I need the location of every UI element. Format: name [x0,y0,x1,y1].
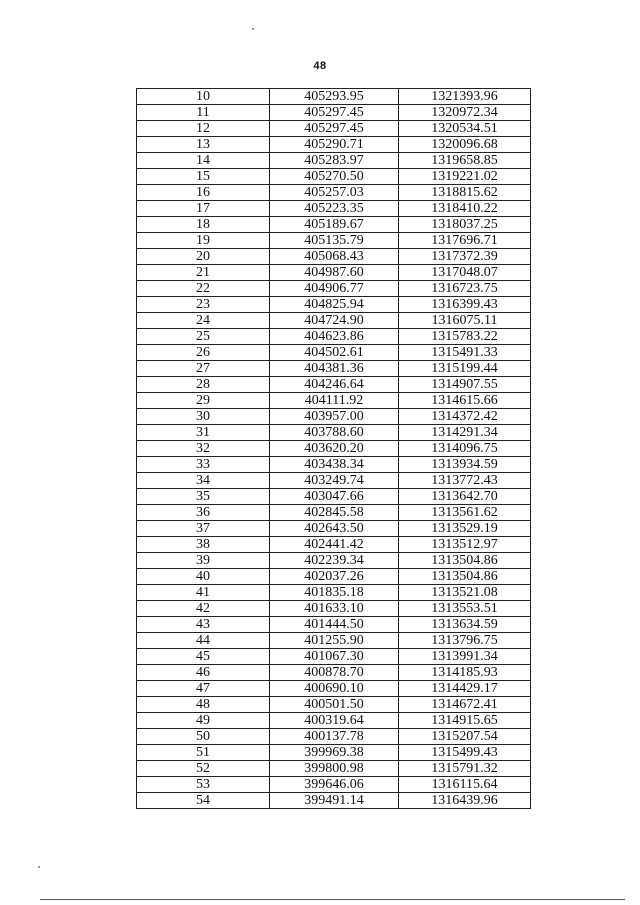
point-number-cell: 26 [137,345,270,361]
y-coordinate-cell: 1313504.86 [399,569,531,585]
point-number-cell: 17 [137,201,270,217]
x-coordinate-cell: 405068.43 [270,249,399,265]
x-coordinate-cell: 399491.14 [270,793,399,809]
x-coordinate-cell: 405270.50 [270,169,399,185]
point-number-cell: 20 [137,249,270,265]
point-number-cell: 40 [137,569,270,585]
point-number-cell: 12 [137,121,270,137]
table-row [137,441,531,457]
y-coordinate-cell: 1319221.02 [399,169,531,185]
x-coordinate-cell: 401067.30 [270,649,399,665]
y-coordinate-cell: 1313934.59 [399,457,531,473]
point-number-cell: 49 [137,713,270,729]
y-coordinate-cell: 1315207.54 [399,729,531,745]
y-coordinate-cell: 1318410.22 [399,201,531,217]
point-number-cell: 50 [137,729,270,745]
point-number-cell: 54 [137,793,270,809]
table-row [137,793,531,809]
table-row [137,633,531,649]
point-number-cell: 14 [137,153,270,169]
x-coordinate-cell: 404623.86 [270,329,399,345]
y-coordinate-cell: 1320972.34 [399,105,531,121]
table-row [137,649,531,665]
table-row [137,105,531,121]
point-number-cell: 46 [137,665,270,681]
table-row [137,249,531,265]
y-coordinate-cell: 1314672.41 [399,697,531,713]
table-row [137,585,531,601]
point-number-cell: 27 [137,361,270,377]
point-number-cell: 15 [137,169,270,185]
point-number-cell: 31 [137,425,270,441]
y-coordinate-cell: 1313991.34 [399,649,531,665]
x-coordinate-cell: 403957.00 [270,409,399,425]
y-coordinate-cell: 1313512.97 [399,537,531,553]
table-row [137,697,531,713]
y-coordinate-cell: 1317372.39 [399,249,531,265]
x-coordinate-cell: 403047.66 [270,489,399,505]
table-row [137,201,531,217]
point-number-cell: 37 [137,521,270,537]
x-coordinate-cell: 402239.34 [270,553,399,569]
y-coordinate-cell: 1315791.32 [399,761,531,777]
table-row [137,745,531,761]
y-coordinate-cell: 1314615.66 [399,393,531,409]
y-coordinate-cell: 1313772.43 [399,473,531,489]
table-row [137,681,531,697]
coordinates-table [136,88,531,809]
point-number-cell: 52 [137,761,270,777]
y-coordinate-cell: 1315783.22 [399,329,531,345]
table-row [137,89,531,105]
point-number-cell: 35 [137,489,270,505]
table-row [137,313,531,329]
point-number-cell: 22 [137,281,270,297]
y-coordinate-cell: 1317048.07 [399,265,531,281]
y-coordinate-cell: 1315491.33 [399,345,531,361]
x-coordinate-cell: 400501.50 [270,697,399,713]
y-coordinate-cell: 1319658.85 [399,153,531,169]
y-coordinate-cell: 1313521.08 [399,585,531,601]
x-coordinate-cell: 405293.95 [270,89,399,105]
x-coordinate-cell: 401835.18 [270,585,399,601]
point-number-cell: 25 [137,329,270,345]
point-number-cell: 36 [137,505,270,521]
table-row [137,121,531,137]
coordinates-table-body [137,89,531,809]
point-number-cell: 13 [137,137,270,153]
x-coordinate-cell: 405223.35 [270,201,399,217]
table-row [137,473,531,489]
table-row [137,281,531,297]
table-row [137,297,531,313]
table-row [137,393,531,409]
x-coordinate-cell: 402845.58 [270,505,399,521]
table-row [137,361,531,377]
y-coordinate-cell: 1318037.25 [399,217,531,233]
point-number-cell: 48 [137,697,270,713]
point-number-cell: 39 [137,553,270,569]
x-coordinate-cell: 400319.64 [270,713,399,729]
y-coordinate-cell: 1313504.86 [399,553,531,569]
bottom-divider [40,899,625,900]
point-number-cell: 29 [137,393,270,409]
y-coordinate-cell: 1315499.43 [399,745,531,761]
point-number-cell: 53 [137,777,270,793]
point-number-cell: 19 [137,233,270,249]
table-row [137,521,531,537]
y-coordinate-cell: 1313529.19 [399,521,531,537]
y-coordinate-cell: 1316115.64 [399,777,531,793]
table-row [137,537,531,553]
scan-speck [252,28,254,30]
page-number: 48 [313,60,327,72]
y-coordinate-cell: 1318815.62 [399,185,531,201]
y-coordinate-cell: 1320534.51 [399,121,531,137]
table-row [137,153,531,169]
point-number-cell: 18 [137,217,270,233]
table-row [137,505,531,521]
x-coordinate-cell: 401444.50 [270,617,399,633]
x-coordinate-cell: 405189.67 [270,217,399,233]
x-coordinate-cell: 400878.70 [270,665,399,681]
table-row [137,345,531,361]
table-row [137,665,531,681]
table-row [137,409,531,425]
point-number-cell: 47 [137,681,270,697]
table-row [137,553,531,569]
table-row [137,713,531,729]
y-coordinate-cell: 1313634.59 [399,617,531,633]
y-coordinate-cell: 1313553.51 [399,601,531,617]
point-number-cell: 34 [137,473,270,489]
y-coordinate-cell: 1314096.75 [399,441,531,457]
point-number-cell: 42 [137,601,270,617]
table-row [137,377,531,393]
x-coordinate-cell: 405290.71 [270,137,399,153]
point-number-cell: 30 [137,409,270,425]
x-coordinate-cell: 399646.06 [270,777,399,793]
point-number-cell: 45 [137,649,270,665]
point-number-cell: 43 [137,617,270,633]
x-coordinate-cell: 404111.92 [270,393,399,409]
y-coordinate-cell: 1316439.96 [399,793,531,809]
point-number-cell: 23 [137,297,270,313]
point-number-cell: 32 [137,441,270,457]
x-coordinate-cell: 402037.26 [270,569,399,585]
y-coordinate-cell: 1314185.93 [399,665,531,681]
point-number-cell: 38 [137,537,270,553]
y-coordinate-cell: 1321393.96 [399,89,531,105]
x-coordinate-cell: 399969.38 [270,745,399,761]
y-coordinate-cell: 1317696.71 [399,233,531,249]
y-coordinate-cell: 1314372.42 [399,409,531,425]
y-coordinate-cell: 1313642.70 [399,489,531,505]
table-row [137,217,531,233]
x-coordinate-cell: 400137.78 [270,729,399,745]
x-coordinate-cell: 402643.50 [270,521,399,537]
point-number-cell: 41 [137,585,270,601]
x-coordinate-cell: 402441.42 [270,537,399,553]
table-row [137,457,531,473]
table-row [137,233,531,249]
x-coordinate-cell: 403788.60 [270,425,399,441]
table-row [137,489,531,505]
x-coordinate-cell: 404502.61 [270,345,399,361]
x-coordinate-cell: 405135.79 [270,233,399,249]
point-number-cell: 51 [137,745,270,761]
point-number-cell: 16 [137,185,270,201]
x-coordinate-cell: 400690.10 [270,681,399,697]
table-row [137,185,531,201]
scan-speck [38,866,40,868]
y-coordinate-cell: 1314907.55 [399,377,531,393]
table-row [137,601,531,617]
x-coordinate-cell: 404246.64 [270,377,399,393]
x-coordinate-cell: 405283.97 [270,153,399,169]
table-row [137,329,531,345]
table-row [137,425,531,441]
x-coordinate-cell: 403249.74 [270,473,399,489]
x-coordinate-cell: 404825.94 [270,297,399,313]
x-coordinate-cell: 403438.34 [270,457,399,473]
x-coordinate-cell: 401255.90 [270,633,399,649]
x-coordinate-cell: 404987.60 [270,265,399,281]
table-row [137,617,531,633]
x-coordinate-cell: 404906.77 [270,281,399,297]
table-row [137,137,531,153]
x-coordinate-cell: 405297.45 [270,105,399,121]
x-coordinate-cell: 405257.03 [270,185,399,201]
x-coordinate-cell: 404724.90 [270,313,399,329]
point-number-cell: 10 [137,89,270,105]
y-coordinate-cell: 1313796.75 [399,633,531,649]
table-row [137,777,531,793]
point-number-cell: 33 [137,457,270,473]
y-coordinate-cell: 1316075.11 [399,313,531,329]
x-coordinate-cell: 404381.36 [270,361,399,377]
table-row [137,761,531,777]
y-coordinate-cell: 1315199.44 [399,361,531,377]
x-coordinate-cell: 399800.98 [270,761,399,777]
y-coordinate-cell: 1320096.68 [399,137,531,153]
point-number-cell: 44 [137,633,270,649]
y-coordinate-cell: 1314429.17 [399,681,531,697]
x-coordinate-cell: 403620.20 [270,441,399,457]
y-coordinate-cell: 1316723.75 [399,281,531,297]
y-coordinate-cell: 1314915.65 [399,713,531,729]
point-number-cell: 21 [137,265,270,281]
table-row [137,265,531,281]
point-number-cell: 28 [137,377,270,393]
table-row [137,569,531,585]
x-coordinate-cell: 401633.10 [270,601,399,617]
y-coordinate-cell: 1313561.62 [399,505,531,521]
point-number-cell: 11 [137,105,270,121]
y-coordinate-cell: 1314291.34 [399,425,531,441]
table-row [137,169,531,185]
x-coordinate-cell: 405297.45 [270,121,399,137]
table-row [137,729,531,745]
point-number-cell: 24 [137,313,270,329]
y-coordinate-cell: 1316399.43 [399,297,531,313]
